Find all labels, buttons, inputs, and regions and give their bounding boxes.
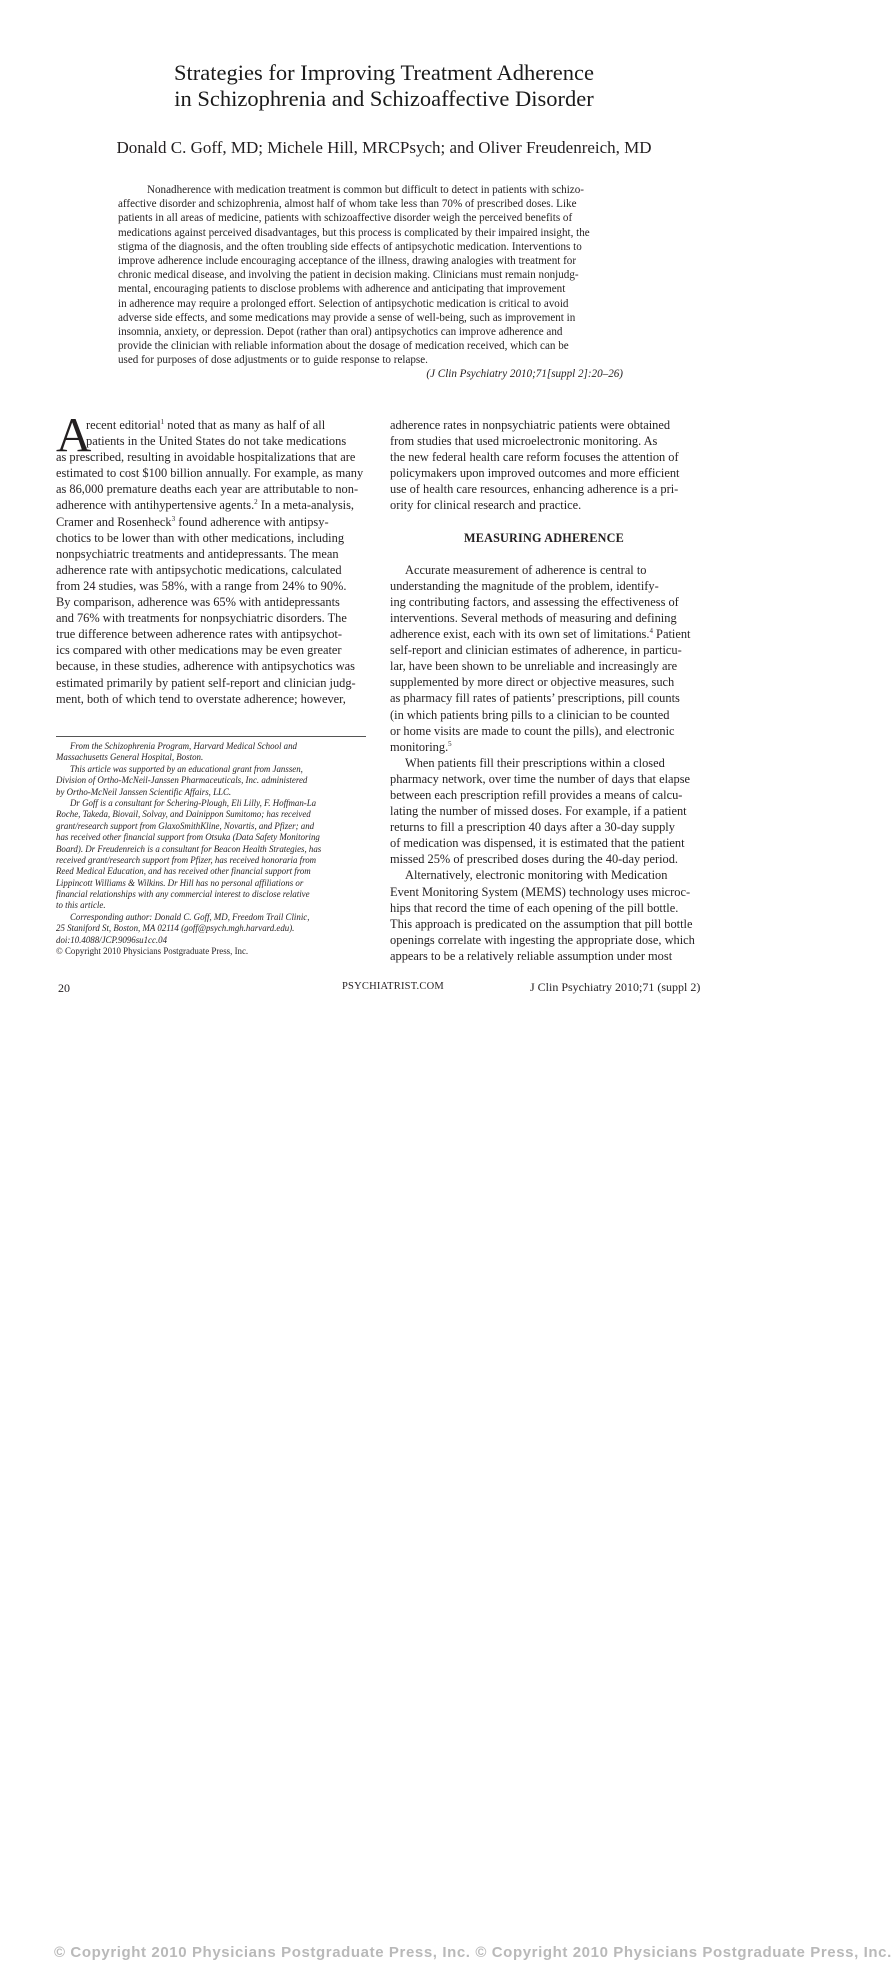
body-line: Accurate measurement of adherence is central to — [405, 562, 647, 577]
body-line: self-report and clinician estimates of adherence, in particu- — [390, 643, 682, 658]
footnote-line: This article was supported by an educational grant from Janssen, — [70, 763, 303, 774]
body-line: and 76% with treatments for nonpsychiatric disorders. The — [56, 611, 347, 626]
page-number: 20 — [58, 981, 70, 995]
body-line: as prescribed, resulting in avoidable hospitalizations that are — [56, 450, 356, 465]
abstract-line: in adherence may require a prolonged effort. Selection of antipsychotic medication is critical to avoid — [118, 297, 569, 310]
abstract-line: insomnia, anxiety, or depression. Depot (rather than oral) antipsychotics can improve adherence and — [118, 325, 563, 338]
body-line: ment, both of which tend to overstate adherence; however, — [56, 691, 346, 706]
footnote-line: 25 Staniford St, Boston, MA 02114 (goff@psych.mgh.harvard.edu). — [56, 923, 295, 934]
body-line: ing contributing factors, and assessing the effectiveness of — [390, 594, 679, 609]
footnote-line: to this article. — [56, 900, 106, 911]
corresponding-author: Corresponding author: Donald C. Goff, MD, Freedom Trail Clinic, — [70, 911, 310, 922]
body-line: interventions. Several methods of measuring and defining — [390, 610, 677, 625]
abstract-line: medications against perceived disadvantages, but this process is complicated by their impaired insight, the — [118, 226, 590, 239]
body-line: as 86,000 premature deaths each year are attributable to non- — [56, 482, 359, 497]
footnote-line: by Ortho-McNeil Janssen Scientific Affairs, LLC. — [56, 786, 232, 797]
site-link[interactable]: PSYCHIATRIST.COM — [342, 981, 444, 992]
body-line: or home visits are made to count the pills), and electronic — [390, 723, 675, 738]
body-line: ics compared with other medications may be even greater — [56, 643, 342, 658]
body-line: missed 25% of prescribed doses during the 40-day period. — [390, 852, 679, 867]
body-line: (in which patients bring pills to a clinician to be counted — [390, 707, 670, 722]
title-line-1: Strategies for Improving Treatment Adherence — [174, 60, 594, 85]
footnote-line: From the Schizophrenia Program, Harvard Medical School and — [70, 741, 297, 751]
body-line: ority for clinical research and practice. — [390, 498, 582, 513]
copyright-notice: © Copyright 2010 Physicians Postgraduate Press, Inc. — [56, 946, 249, 957]
body-line: adherence exist, each with its own set of limitations.$^4$ Patient — [390, 626, 691, 642]
body-line: supplemented by more direct or objective measures, such — [390, 675, 675, 690]
abstract-line: provide the clinician with reliable information about the dosage of medication received, which can be — [118, 340, 569, 353]
body-line: use of health care resources, enhancing adherence is a pri- — [390, 482, 679, 497]
body-line: When patients fill their prescriptions within a closed — [405, 755, 665, 770]
body-line: openings correlate with ingesting the appropriate dose, which — [390, 932, 695, 947]
abstract-citation: (J Clin Psychiatry 2010;71[suppl 2]:20–26) — [426, 368, 623, 381]
right-column — [390, 417, 698, 964]
body-line: hips that record the time of each opening of the pill bottle. — [390, 900, 679, 915]
reference-superscript: 2 — [254, 498, 258, 507]
author-list: Donald C. Goff, MD; Michele Hill, MRCPsych; and Oliver Freudenreich, MD — [116, 138, 652, 157]
body-line: adherence rates in nonpsychiatric patients were obtained — [390, 418, 671, 432]
body-line: monitoring.$^5$ — [390, 739, 452, 754]
body-line: patients in the United States do not take medications — [86, 434, 347, 449]
doi: doi:10.4088/JCP.9096su1cc.04 — [56, 934, 168, 945]
footnote-line: Board). Dr Freudenreich is a consultant for Beacon Health Strategies, has — [56, 843, 322, 854]
footnote-line: Roche, Takeda, Biovail, Solvay, and Dainippon Sumitomo; has received — [56, 809, 311, 820]
abstract-line: chronic medical disease, and involving the patient in decision making. Clinicians must remain nonjudg- — [118, 269, 579, 282]
body-line: estimated to cost $100 billion annually. For example, as many — [56, 466, 364, 481]
body-line: the new federal health care reform focuses the attention of — [390, 450, 679, 465]
body-line: from 24 studies, was 58%, with a range from 24% to 90%. — [56, 578, 347, 593]
body-line: This approach is predicated on the assumption that pill bottle — [390, 916, 693, 931]
body-line: as pharmacy fill rates of patients’ prescriptions, pill counts — [390, 691, 680, 706]
body-line: understanding the magnitude of the problem, identify- — [390, 578, 659, 593]
footnote-line: Division of Ortho-McNeil-Janssen Pharmaceuticals, Inc. administered — [56, 775, 308, 786]
body-line: because, in these studies, adherence with antipsychotics was — [56, 659, 356, 674]
abstract-line: adverse side effects, and some medications may provide a sense of well-being, such as improvement in — [118, 311, 576, 324]
abstract-line: stigma of the diagnosis, and the often troubling side effects of antipsychotic medication. Interventions to — [118, 240, 582, 253]
footnote-line: grant/research support from GlaxoSmithKline, Novartis, and Pfizer; and — [56, 820, 315, 831]
footnote-line: Dr Goff is a consultant for Schering-Plough, Eli Lilly, F. Hoffman-La — [70, 797, 317, 808]
footnote-divider — [56, 736, 366, 737]
copyright-watermark: © Copyright 2010 Physicians Postgraduate Press, Inc. © Copyright 2010 Physicians Postgraduate Press, Inc. — [54, 1944, 892, 1961]
abstract-line: used for purposes of dose adjustments or to guide response to relapse. — [118, 354, 428, 367]
body-line: By comparison, adherence was 65% with antidepressants — [56, 595, 340, 610]
reference-superscript: 4 — [649, 626, 653, 635]
reference-superscript: 1 — [160, 417, 165, 426]
abstract-line: mental, encouraging patients to disclose problems with adherence and anticipating that improvement — [118, 283, 566, 296]
reference-superscript: 5 — [448, 739, 452, 748]
body-line: returns to fill a prescription 40 days after a 30-day supply — [390, 820, 675, 835]
body-line: true difference between adherence rates with antipsychot- — [56, 627, 342, 642]
footnote-line: has received other financial support from Otsuka (Data Safety Monitoring — [56, 832, 320, 843]
abstract — [118, 183, 623, 382]
body-line: adherence rate with antipsychotic medications, calculated — [56, 562, 342, 577]
body-line: from studies that used microelectronic monitoring. As — [390, 434, 658, 449]
footnote-line: financial relationships with any commercial interest to disclose relative — [56, 889, 310, 900]
footnotes — [56, 741, 366, 957]
footnote-line: Reed Medical Education, and has received other financial support from — [56, 866, 311, 877]
reference-superscript: 3 — [171, 514, 176, 523]
abstract-line: affective disorder and schizophrenia, almost half of whom take less than 70% of prescribed doses. Like — [118, 198, 577, 211]
body-line: lating the number of missed doses. For example, if a patient — [390, 804, 687, 819]
footnote-line: Lippincott Williams & Wilkins. Dr Hill has no personal affiliations or — [56, 877, 304, 888]
footnote-line: received grant/research support from Pfizer, has received honoraria from — [56, 854, 317, 865]
body-line: Cramer and Rosenheck$^3$ found adherence with antipsy- — [56, 514, 329, 529]
body-line: nonpsychiatric treatments and antidepressants. The mean — [56, 546, 339, 561]
abstract-line: Nonadherence with medication treatment is common but difficult to detect in patients with schizo- — [147, 184, 584, 196]
body-line: estimated primarily by patient self-report and clinician judg- — [56, 675, 356, 690]
article-title — [40, 60, 728, 112]
abstract-line: patients in all areas of medicine, patients with schizoaffective disorder weigh the perceived benefits of — [118, 212, 573, 225]
body-line: of medication was dispensed, it is estimated that the patient — [390, 836, 685, 851]
body-line: lar, have been shown to be unreliable and increasingly are — [390, 659, 678, 674]
body-line: chotics to be lower than with other medications, including — [56, 530, 345, 545]
journal-citation: J Clin Psychiatry 2010;71 (suppl 2) — [530, 980, 701, 994]
title-line-2: in Schizophrenia and Schizoaffective Disorder — [174, 86, 594, 111]
abstract-line: improve adherence include encouraging acceptance of the illness, drawing analogies with treatment for — [118, 254, 577, 267]
left-column — [56, 407, 366, 707]
section-heading: MEASURING ADHERENCE — [464, 530, 624, 545]
body-line: recent editorial$^1$ noted that as many as half of all — [86, 417, 326, 432]
body-line: Alternatively, electronic monitoring with Medication — [405, 868, 668, 883]
body-line: appears to be a relatively reliable assumption under most — [390, 948, 673, 963]
body-line: between each prescription refill provides a means of calcu- — [390, 787, 683, 802]
drop-cap: A — [56, 407, 92, 462]
body-line: adherence with antihypertensive agents.$^2$ In a meta-analysis, — [56, 498, 355, 513]
body-line: pharmacy network, over time the number of days that elapse — [390, 771, 691, 786]
body-line: policymakers upon improved outcomes and more efficient — [390, 466, 680, 481]
footnote-line: Massachusetts General Hospital, Boston. — [56, 752, 204, 763]
body-line: Event Monitoring System (MEMS) technology uses microc- — [390, 884, 691, 899]
